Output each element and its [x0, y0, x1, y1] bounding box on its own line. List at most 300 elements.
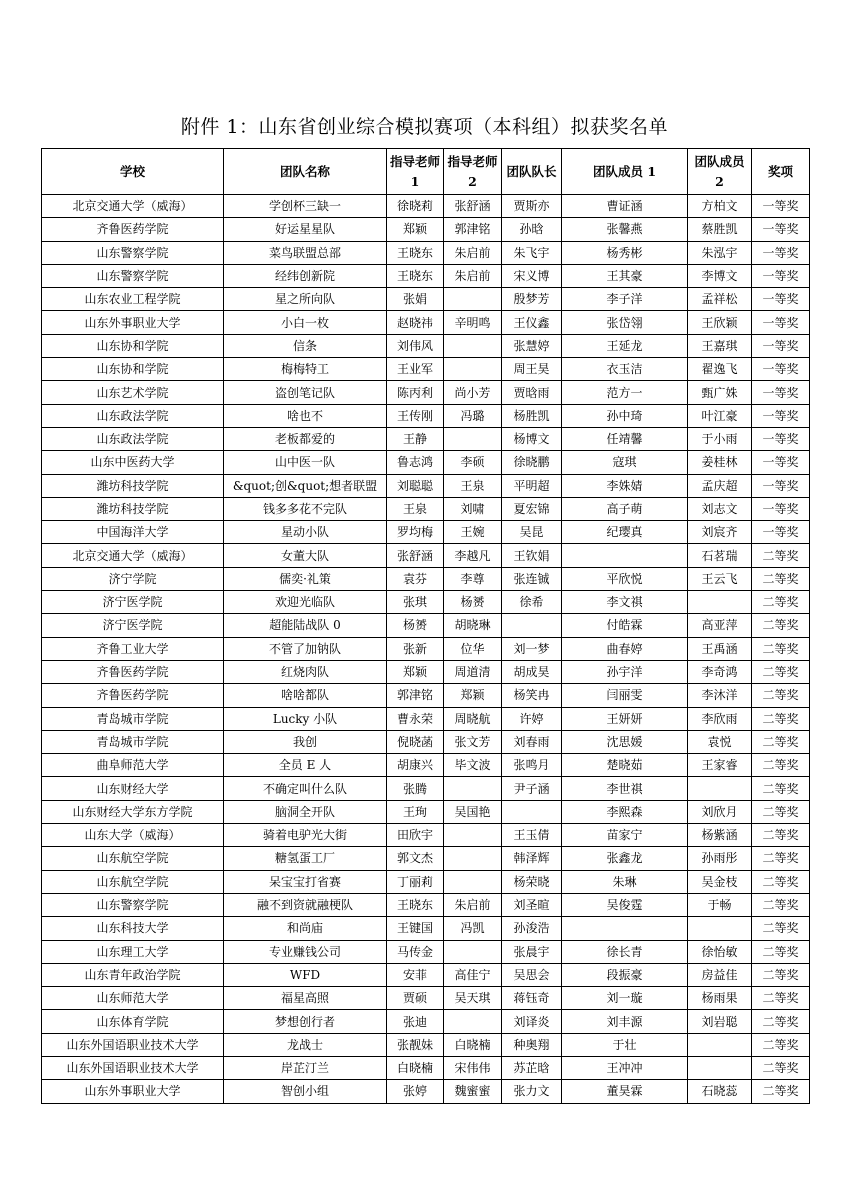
- cell-award: 二等奖: [752, 987, 810, 1010]
- cell-member-2: 叶江豪: [688, 404, 752, 427]
- cell-team-captain: 张连铖: [502, 567, 562, 590]
- cell-advisor-2: 朱启前: [444, 241, 502, 264]
- cell-advisor-2: 李尊: [444, 567, 502, 590]
- cell-school: 山东外事职业大学: [42, 311, 224, 334]
- table-row: [42, 195, 810, 218]
- cell-advisor-1: 张娟: [387, 288, 444, 311]
- cell-team-captain: [502, 614, 562, 637]
- cell-advisor-1: 张琪: [387, 591, 444, 614]
- cell-award: 二等奖: [752, 847, 810, 870]
- cell-advisor-2: 杨赟: [444, 591, 502, 614]
- cell-school: 济宁医学院: [42, 614, 224, 637]
- cell-member-2: [688, 1033, 752, 1056]
- cell-team-captain: 朱飞宇: [502, 241, 562, 264]
- cell-team-captain: 杨荣晓: [502, 870, 562, 893]
- cell-member-2: 李博文: [688, 264, 752, 287]
- cell-advisor-1: 白晓楠: [387, 1056, 444, 1079]
- cell-school: 济宁医学院: [42, 591, 224, 614]
- cell-award: 二等奖: [752, 637, 810, 660]
- cell-member-1: 孙宇洋: [562, 660, 688, 683]
- cell-award: 二等奖: [752, 754, 810, 777]
- cell-advisor-1: 田欣宇: [387, 824, 444, 847]
- cell-team-captain: 刘一梦: [502, 637, 562, 660]
- cell-advisor-2: 胡晓琳: [444, 614, 502, 637]
- cell-team-name: 欢迎光临队: [224, 591, 387, 614]
- cell-team-captain: 刘春雨: [502, 730, 562, 753]
- cell-school: 山东航空学院: [42, 870, 224, 893]
- cell-team-name: 菜鸟联盟总部: [224, 241, 387, 264]
- cell-team-name: 福星高照: [224, 987, 387, 1010]
- cell-member-2: 王欣颖: [688, 311, 752, 334]
- cell-member-1: 王其豪: [562, 264, 688, 287]
- table-row: [42, 404, 810, 427]
- cell-team-captain: 张晨宇: [502, 940, 562, 963]
- cell-advisor-2: 尚小芳: [444, 381, 502, 404]
- cell-member-1: 杨秀彬: [562, 241, 688, 264]
- table-row: [42, 521, 810, 544]
- cell-award: 二等奖: [752, 940, 810, 963]
- cell-advisor-1: 安菲: [387, 963, 444, 986]
- cell-school: 山东科技大学: [42, 917, 224, 940]
- cell-advisor-1: 罗均梅: [387, 521, 444, 544]
- cell-team-captain: 尹子涵: [502, 777, 562, 800]
- cell-member-2: 吴金枝: [688, 870, 752, 893]
- cell-team-name: 龙战士: [224, 1033, 387, 1056]
- cell-member-2: 袁悦: [688, 730, 752, 753]
- cell-school: 山东财经大学东方学院: [42, 800, 224, 823]
- cell-advisor-1: 张迪: [387, 1010, 444, 1033]
- cell-member-1: 于壮: [562, 1033, 688, 1056]
- table-row: [42, 381, 810, 404]
- cell-member-2: 杨雨果: [688, 987, 752, 1010]
- cell-advisor-1: 王晓东: [387, 241, 444, 264]
- cell-award: 二等奖: [752, 777, 810, 800]
- cell-award: 二等奖: [752, 730, 810, 753]
- cell-member-1: 王妍妍: [562, 707, 688, 730]
- cell-school: 潍坊科技学院: [42, 474, 224, 497]
- cell-member-2: 于畅: [688, 893, 752, 916]
- cell-advisor-2: 位华: [444, 637, 502, 660]
- cell-advisor-2: 吴天琪: [444, 987, 502, 1010]
- cell-team-captain: 刘译炎: [502, 1010, 562, 1033]
- cell-member-1: 李世祺: [562, 777, 688, 800]
- cell-member-2: 于小雨: [688, 427, 752, 450]
- cell-award: 一等奖: [752, 427, 810, 450]
- table-row: [42, 963, 810, 986]
- cell-member-2: 甄广姝: [688, 381, 752, 404]
- cell-member-2: [688, 591, 752, 614]
- cell-member-2: 朱泓宇: [688, 241, 752, 264]
- cell-member-1: 张馨燕: [562, 218, 688, 241]
- table-row: [42, 800, 810, 823]
- cell-advisor-2: 王泉: [444, 474, 502, 497]
- cell-advisor-2: [444, 1010, 502, 1033]
- cell-school: 齐鲁医药学院: [42, 660, 224, 683]
- table-row: [42, 940, 810, 963]
- cell-team-name: 呆宝宝打省赛: [224, 870, 387, 893]
- cell-member-1: 董昊霖: [562, 1080, 688, 1103]
- cell-award: 二等奖: [752, 963, 810, 986]
- cell-member-1: 高子萌: [562, 497, 688, 520]
- cell-member-1: 刘丰源: [562, 1010, 688, 1033]
- cell-advisor-2: 吴国艳: [444, 800, 502, 823]
- award-table: [41, 148, 810, 1104]
- cell-award: 二等奖: [752, 800, 810, 823]
- table-row: [42, 288, 810, 311]
- cell-school: 青岛城市学院: [42, 707, 224, 730]
- cell-advisor-1: 郑颖: [387, 660, 444, 683]
- cell-team-name: 星之所向队: [224, 288, 387, 311]
- cell-award: 二等奖: [752, 870, 810, 893]
- cell-advisor-2: 魏蜜蜜: [444, 1080, 502, 1103]
- cell-advisor-2: 刘啸: [444, 497, 502, 520]
- cell-team-name: 糖氢蛋工厂: [224, 847, 387, 870]
- cell-member-1: 平欣悦: [562, 567, 688, 590]
- cell-team-captain: 平明超: [502, 474, 562, 497]
- cell-member-1: 吴俊霆: [562, 893, 688, 916]
- cell-member-2: 孟祥松: [688, 288, 752, 311]
- cell-member-2: 王嘉琪: [688, 334, 752, 357]
- cell-team-captain: 杨胜凯: [502, 404, 562, 427]
- table-row: [42, 241, 810, 264]
- cell-advisor-1: 倪晓菡: [387, 730, 444, 753]
- cell-team-captain: 徐希: [502, 591, 562, 614]
- cell-advisor-1: 张腾: [387, 777, 444, 800]
- cell-team-name: WFD: [224, 963, 387, 986]
- cell-advisor-2: [444, 847, 502, 870]
- cell-member-1: 苗家宁: [562, 824, 688, 847]
- cell-member-2: 李沐洋: [688, 684, 752, 707]
- table-row: [42, 847, 810, 870]
- cell-advisor-1: 赵晓祎: [387, 311, 444, 334]
- cell-school: 山东青年政治学院: [42, 963, 224, 986]
- cell-advisor-2: [444, 358, 502, 381]
- cell-school: 潍坊科技学院: [42, 497, 224, 520]
- cell-advisor-2: 王婉: [444, 521, 502, 544]
- cell-award: 二等奖: [752, 684, 810, 707]
- cell-advisor-1: 王静: [387, 427, 444, 450]
- table-body: [42, 195, 810, 1104]
- cell-team-name: 儒奕·礼策: [224, 567, 387, 590]
- cell-advisor-1: 马传金: [387, 940, 444, 963]
- cell-advisor-2: 郭津铭: [444, 218, 502, 241]
- cell-member-2: 刘欣月: [688, 800, 752, 823]
- cell-advisor-1: 陈丙利: [387, 381, 444, 404]
- cell-member-2: 蔡胜凯: [688, 218, 752, 241]
- cell-team-captain: 宋义博: [502, 264, 562, 287]
- cell-school: 山东外国语职业技术大学: [42, 1033, 224, 1056]
- cell-award: 一等奖: [752, 218, 810, 241]
- cell-team-name: 智创小组: [224, 1080, 387, 1103]
- cell-team-captain: 苏芷晗: [502, 1056, 562, 1079]
- cell-team-name: &quot;创&quot;想者联盟: [224, 474, 387, 497]
- cell-advisor-2: 高佳宁: [444, 963, 502, 986]
- cell-member-1: 徐长青: [562, 940, 688, 963]
- table-row: [42, 334, 810, 357]
- cell-advisor-2: [444, 777, 502, 800]
- cell-team-captain: 吴昆: [502, 521, 562, 544]
- cell-team-captain: 孙浚浩: [502, 917, 562, 940]
- cell-team-captain: 韩泽辉: [502, 847, 562, 870]
- cell-member-2: 王云飞: [688, 567, 752, 590]
- cell-school: 山东外国语职业技术大学: [42, 1056, 224, 1079]
- cell-member-1: 李姝婧: [562, 474, 688, 497]
- cell-award: 二等奖: [752, 614, 810, 637]
- cell-team-name: 梅梅特工: [224, 358, 387, 381]
- table-row: [42, 777, 810, 800]
- cell-member-1: 王冲冲: [562, 1056, 688, 1079]
- cell-member-1: 楚晓茹: [562, 754, 688, 777]
- cell-member-1: 李熙森: [562, 800, 688, 823]
- cell-award: 二等奖: [752, 917, 810, 940]
- cell-team-captain: 贾斯亦: [502, 195, 562, 218]
- cell-team-name: 不确定叫什么队: [224, 777, 387, 800]
- cell-team-captain: 胡成昊: [502, 660, 562, 683]
- cell-award: 一等奖: [752, 381, 810, 404]
- cell-advisor-1: 王晓东: [387, 264, 444, 287]
- cell-member-2: [688, 777, 752, 800]
- cell-team-captain: 王钦娟: [502, 544, 562, 567]
- cell-team-captain: 徐晓鹏: [502, 451, 562, 474]
- cell-advisor-2: 李硕: [444, 451, 502, 474]
- cell-member-1: 李子洋: [562, 288, 688, 311]
- table-row: [42, 1080, 810, 1103]
- table-row: [42, 707, 810, 730]
- cell-award: 一等奖: [752, 521, 810, 544]
- cell-school: 山东大学（威海）: [42, 824, 224, 847]
- cell-member-1: [562, 917, 688, 940]
- cell-award: 二等奖: [752, 660, 810, 683]
- cell-member-2: 王家睿: [688, 754, 752, 777]
- cell-team-captain: 王玉倩: [502, 824, 562, 847]
- table-row: [42, 824, 810, 847]
- cell-member-1: 王延龙: [562, 334, 688, 357]
- cell-team-name: 山中医一队: [224, 451, 387, 474]
- cell-school: 中国海洋大学: [42, 521, 224, 544]
- cell-advisor-1: 郭津铭: [387, 684, 444, 707]
- table-row: [42, 917, 810, 940]
- cell-advisor-1: 刘伟风: [387, 334, 444, 357]
- cell-member-2: 李欣雨: [688, 707, 752, 730]
- cell-team-name: 啥啥都队: [224, 684, 387, 707]
- cell-school: 山东政法学院: [42, 427, 224, 450]
- cell-school: 曲阜师范大学: [42, 754, 224, 777]
- cell-award: 二等奖: [752, 1010, 810, 1033]
- table-row: [42, 660, 810, 683]
- cell-award: 二等奖: [752, 824, 810, 847]
- cell-member-1: 段振豪: [562, 963, 688, 986]
- cell-school: 齐鲁医药学院: [42, 218, 224, 241]
- table-row: [42, 358, 810, 381]
- cell-member-2: 徐怡敏: [688, 940, 752, 963]
- cell-member-1: 范方一: [562, 381, 688, 404]
- cell-team-captain: 张力文: [502, 1080, 562, 1103]
- cell-team-captain: 贾晗雨: [502, 381, 562, 404]
- cell-school: 山东财经大学: [42, 777, 224, 800]
- cell-member-1: 任靖馨: [562, 427, 688, 450]
- cell-school: 山东协和学院: [42, 334, 224, 357]
- cell-award: 一等奖: [752, 404, 810, 427]
- cell-advisor-1: 胡康兴: [387, 754, 444, 777]
- table-header-row: [42, 149, 810, 195]
- cell-advisor-2: 辛明鸣: [444, 311, 502, 334]
- header-member-2: 团队成员 2: [688, 149, 752, 195]
- cell-school: 山东中医药大学: [42, 451, 224, 474]
- table-row: [42, 1033, 810, 1056]
- cell-member-1: [562, 544, 688, 567]
- table-row: [42, 544, 810, 567]
- cell-school: 山东理工大学: [42, 940, 224, 963]
- cell-advisor-2: 张舒涵: [444, 195, 502, 218]
- cell-team-name: 星动小队: [224, 521, 387, 544]
- cell-member-2: 翟逸飞: [688, 358, 752, 381]
- cell-award: 二等奖: [752, 567, 810, 590]
- cell-team-name: 脑洞全开队: [224, 800, 387, 823]
- cell-team-captain: 刘圣暄: [502, 893, 562, 916]
- cell-member-2: 李奇鸿: [688, 660, 752, 683]
- cell-advisor-1: 王传刚: [387, 404, 444, 427]
- cell-advisor-1: 张靓妹: [387, 1033, 444, 1056]
- cell-team-name: 梦想创行者: [224, 1010, 387, 1033]
- cell-award: 一等奖: [752, 288, 810, 311]
- cell-school: 山东农业工程学院: [42, 288, 224, 311]
- cell-member-1: 张鑫龙: [562, 847, 688, 870]
- cell-school: 山东艺术学院: [42, 381, 224, 404]
- cell-member-1: 曹证涵: [562, 195, 688, 218]
- cell-advisor-1: 王晓东: [387, 893, 444, 916]
- cell-advisor-1: 鲁志鸿: [387, 451, 444, 474]
- cell-award: 一等奖: [752, 241, 810, 264]
- cell-school: 齐鲁工业大学: [42, 637, 224, 660]
- cell-member-2: 高亚萍: [688, 614, 752, 637]
- cell-advisor-2: 周晓航: [444, 707, 502, 730]
- cell-advisor-1: 徐晓莉: [387, 195, 444, 218]
- cell-advisor-1: 曹永荣: [387, 707, 444, 730]
- cell-advisor-1: 张舒涵: [387, 544, 444, 567]
- cell-school: 山东政法学院: [42, 404, 224, 427]
- cell-advisor-1: 张新: [387, 637, 444, 660]
- cell-advisor-2: 张文芳: [444, 730, 502, 753]
- cell-member-1: 衣玉洁: [562, 358, 688, 381]
- cell-award: 一等奖: [752, 451, 810, 474]
- cell-member-2: 刘志文: [688, 497, 752, 520]
- cell-school: 北京交通大学（威海）: [42, 195, 224, 218]
- cell-advisor-2: 毕文波: [444, 754, 502, 777]
- cell-award: 一等奖: [752, 311, 810, 334]
- cell-team-captain: 蒋钰奇: [502, 987, 562, 1010]
- cell-advisor-2: [444, 940, 502, 963]
- cell-team-name: 不管了加钠队: [224, 637, 387, 660]
- header-member-1: 团队成员 1: [562, 149, 688, 195]
- table-row: [42, 893, 810, 916]
- cell-team-name: 我创: [224, 730, 387, 753]
- cell-member-1: 纪璎真: [562, 521, 688, 544]
- cell-team-captain: 吴思会: [502, 963, 562, 986]
- cell-advisor-2: 郑颖: [444, 684, 502, 707]
- document-title: 附件 1：山东省创业综合模拟赛项（本科组）拟获奖名单: [180, 116, 669, 138]
- cell-award: 二等奖: [752, 544, 810, 567]
- cell-school: 山东外事职业大学: [42, 1080, 224, 1103]
- cell-member-2: 方柏文: [688, 195, 752, 218]
- table-row: [42, 218, 810, 241]
- cell-school: 山东协和学院: [42, 358, 224, 381]
- table-row: [42, 591, 810, 614]
- cell-team-name: Lucky 小队: [224, 707, 387, 730]
- cell-award: 二等奖: [752, 893, 810, 916]
- cell-advisor-1: 王泉: [387, 497, 444, 520]
- cell-member-2: 姜桂林: [688, 451, 752, 474]
- cell-team-name: 小白一枚: [224, 311, 387, 334]
- cell-team-captain: 许婷: [502, 707, 562, 730]
- header-team-name: 团队名称: [224, 149, 387, 195]
- cell-advisor-1: 王键国: [387, 917, 444, 940]
- cell-team-name: 红烧肉队: [224, 660, 387, 683]
- cell-advisor-1: 郭文杰: [387, 847, 444, 870]
- cell-team-captain: 张慧婷: [502, 334, 562, 357]
- cell-team-captain: 殷梦芳: [502, 288, 562, 311]
- cell-award: 一等奖: [752, 474, 810, 497]
- cell-advisor-1: 王珣: [387, 800, 444, 823]
- cell-team-captain: 杨笑冉: [502, 684, 562, 707]
- table-row: [42, 870, 810, 893]
- cell-team-name: 盗创笔记队: [224, 381, 387, 404]
- cell-award: 一等奖: [752, 358, 810, 381]
- cell-advisor-2: [444, 288, 502, 311]
- cell-team-name: 啥也不: [224, 404, 387, 427]
- cell-school: 齐鲁医药学院: [42, 684, 224, 707]
- cell-award: 二等奖: [752, 1056, 810, 1079]
- cell-advisor-2: [444, 824, 502, 847]
- cell-advisor-2: 白晓楠: [444, 1033, 502, 1056]
- cell-member-1: 孙中琦: [562, 404, 688, 427]
- cell-team-name: 钱多多花不完队: [224, 497, 387, 520]
- table-row: [42, 451, 810, 474]
- cell-member-2: 石茗瑞: [688, 544, 752, 567]
- cell-school: 山东体育学院: [42, 1010, 224, 1033]
- table-row: [42, 730, 810, 753]
- cell-member-1: 李文祺: [562, 591, 688, 614]
- cell-team-name: 好运星星队: [224, 218, 387, 241]
- cell-school: 济宁学院: [42, 567, 224, 590]
- header-award: 奖项: [752, 149, 810, 195]
- cell-member-1: 付皓霖: [562, 614, 688, 637]
- cell-award: 一等奖: [752, 195, 810, 218]
- cell-school: 青岛城市学院: [42, 730, 224, 753]
- cell-advisor-2: 朱启前: [444, 893, 502, 916]
- cell-team-name: 融不到资就融梗队: [224, 893, 387, 916]
- cell-member-1: 闫丽雯: [562, 684, 688, 707]
- cell-advisor-1: 张婷: [387, 1080, 444, 1103]
- cell-team-name: 学创杯三缺一: [224, 195, 387, 218]
- table-row: [42, 264, 810, 287]
- table-row: [42, 427, 810, 450]
- table-row: [42, 684, 810, 707]
- header-school: 学校: [42, 149, 224, 195]
- cell-award: 一等奖: [752, 497, 810, 520]
- cell-award: 二等奖: [752, 1080, 810, 1103]
- cell-member-2: 刘岩聪: [688, 1010, 752, 1033]
- cell-team-captain: 杨博文: [502, 427, 562, 450]
- cell-member-2: [688, 917, 752, 940]
- cell-advisor-2: 朱启前: [444, 264, 502, 287]
- cell-award: 二等奖: [752, 707, 810, 730]
- cell-advisor-2: [444, 870, 502, 893]
- cell-advisor-1: 王业军: [387, 358, 444, 381]
- cell-member-2: 刘宸齐: [688, 521, 752, 544]
- table-row: [42, 497, 810, 520]
- cell-advisor-2: 李越凡: [444, 544, 502, 567]
- cell-member-1: 沈思媛: [562, 730, 688, 753]
